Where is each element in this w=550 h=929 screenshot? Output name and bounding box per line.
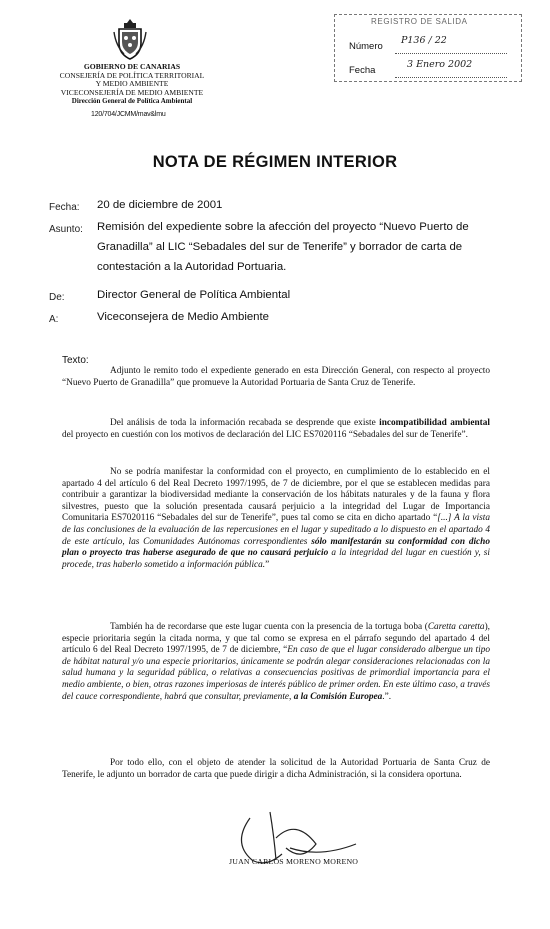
fecha-value: 20 de diciembre de 2001 <box>97 199 223 211</box>
coat-of-arms-icon <box>112 18 148 62</box>
paragraph-4-text-a: También ha de recordarse que este lugar cuenta con la presencia de la tortuga boba ( <box>110 622 428 632</box>
org-line-medio-ambiente: Y MEDIO AMBIENTE <box>95 79 169 89</box>
paragraph-2-emphasis: incompatibilidad ambiental <box>379 418 491 428</box>
asunto-value: Remisión del expediente sobre la afección del proyecto “Nuevo Puerto de Granadilla” al LIC “Sebadales del sur de Tenerife” y borrador de carta de contestación a la Autoridad Portuaria. <box>97 221 469 273</box>
org-line-consejeria: CONSEJERÍA DE POLÍTICA TERRITORIAL <box>59 70 205 80</box>
a-value: Viceconsejera de Medio Ambiente <box>97 311 270 323</box>
paragraph-1-text: Adjunto le remito todo el expediente generado en esta Dirección General, con respecto al proyecto “Nuevo Puerto de Granadilla” que promueve la Autoridad Portuaria de Santa Cruz de Tenerife. <box>62 366 490 388</box>
document-title: NOTA DE RÉGIMEN INTERIOR <box>152 153 398 171</box>
paragraph-3-text: No se podría manifestar la conformidad con el proyecto, en cumplimiento de lo establecido en el apartado 4 del artículo 6 del Real Decreto 1997/1995, de 7 de diciembre, por el que se establecen medidas para contribuir a garantizar la biodiversidad mediante la conservación de los hábitats naturales y de la fauna y flora silvestres, puesto que la solución presentada causará perjuicio a la integridad del Lugar de Importancia Comunitaria ES7020116 “Sebadales del sur de Tenerife”, pues tal como se cita en dicho apartado “ <box>62 467 490 524</box>
paragraph-4-close: .”. <box>382 691 392 702</box>
stamp-title: REGISTRO DE SALIDA <box>371 17 468 26</box>
reference-code: 120/704/JCMM/mav&lmu <box>91 111 166 118</box>
asunto-label: Asunto: <box>49 224 83 235</box>
paragraph-4-species: Caretta caretta <box>427 622 485 632</box>
paragraph-3-quote-a: [...] A la vista de las conclusiones de la evaluación de las repercusiones en el lugar y supeditado a lo dispuesto en el apartado 4 de este artículo, las Comunidades Autónomas correspondientes <box>62 513 490 547</box>
org-line-viceconsejeria: VICECONSEJERÍA DE MEDIO AMBIENTE <box>60 87 204 97</box>
org-line-direccion-general: Dirección General de Política Ambiental <box>71 97 193 106</box>
de-label: De: <box>49 292 65 303</box>
paragraph-1 <box>62 366 490 389</box>
paragraph-2 <box>62 418 490 441</box>
texto-label: Texto: <box>62 355 89 366</box>
stamp-numero-value: P136 / 22 <box>401 35 447 46</box>
stamp-fecha-value: 3 Enero 2002 <box>407 59 473 70</box>
de-value: Director General de Política Ambiental <box>97 289 291 301</box>
fecha-label: Fecha: <box>49 202 80 213</box>
organization-block <box>42 63 222 106</box>
paragraph-4-quote-bold: a la Comisión Europea <box>293 691 383 702</box>
paragraph-3-close: ” <box>265 559 270 570</box>
signatory-name: JUAN CARLOS MORENO MORENO <box>229 857 359 866</box>
registry-stamp <box>334 14 522 82</box>
stamp-numero-label: Número <box>349 41 383 52</box>
paragraph-4 <box>62 622 490 703</box>
paragraph-5-text: Por todo ello, con el objeto de atender la solicitud de la Autoridad Portuaria de Santa Cruz de Tenerife, le adjunto un borrador de carta que puede dirigir a dicha Administración, si la considera oportuna. <box>62 758 490 780</box>
paragraph-2-text-b: del proyecto en cuestión con los motivos de declaración del LIC ES7020116 “Sebadales del sur de Tenerife”. <box>62 429 468 440</box>
a-label: A: <box>49 314 59 325</box>
paragraph-5 <box>62 758 490 781</box>
paragraph-3-quote-bold: sólo manifestarán su conformidad con dicho plan o proyecto tras haberse asegurado de que no causará perjuicio <box>62 536 491 559</box>
paragraph-3-quote-b: a la integridad del lugar en cuestión y, si procede, tras haberlo sometido a información pública. <box>62 548 490 570</box>
paragraph-4-text-b: ), especie prioritaria según la citada norma, y que tal como se expresa en el párrafo segundo del apartado 4 del artículo 6 del Real Decreto 1997/1995, de 7 de diciembre, “ <box>62 622 490 656</box>
paragraph-3 <box>62 467 490 571</box>
stamp-fecha-label: Fecha <box>349 65 376 76</box>
paragraph-2-text-a: Del análisis de toda la información recabada se desprende que existe <box>110 418 376 428</box>
org-line-government: GOBIERNO DE CANARIAS <box>83 62 181 71</box>
paragraph-4-quote: En caso de que el lugar considerado albergue un tipo de hábitat natural y/o una especie prioritarios, únicamente se podrán alegar consideraciones relacionadas con la salud humana y la seguridad pública, o relativas a consecuencias positivas de primordial importancia para el medio ambiente, o bien, otras razones imperiosas de interés público de primer orden. En este último caso, a través del cauce correspondiente, habrá que consultar, previamente, <box>62 645 491 702</box>
